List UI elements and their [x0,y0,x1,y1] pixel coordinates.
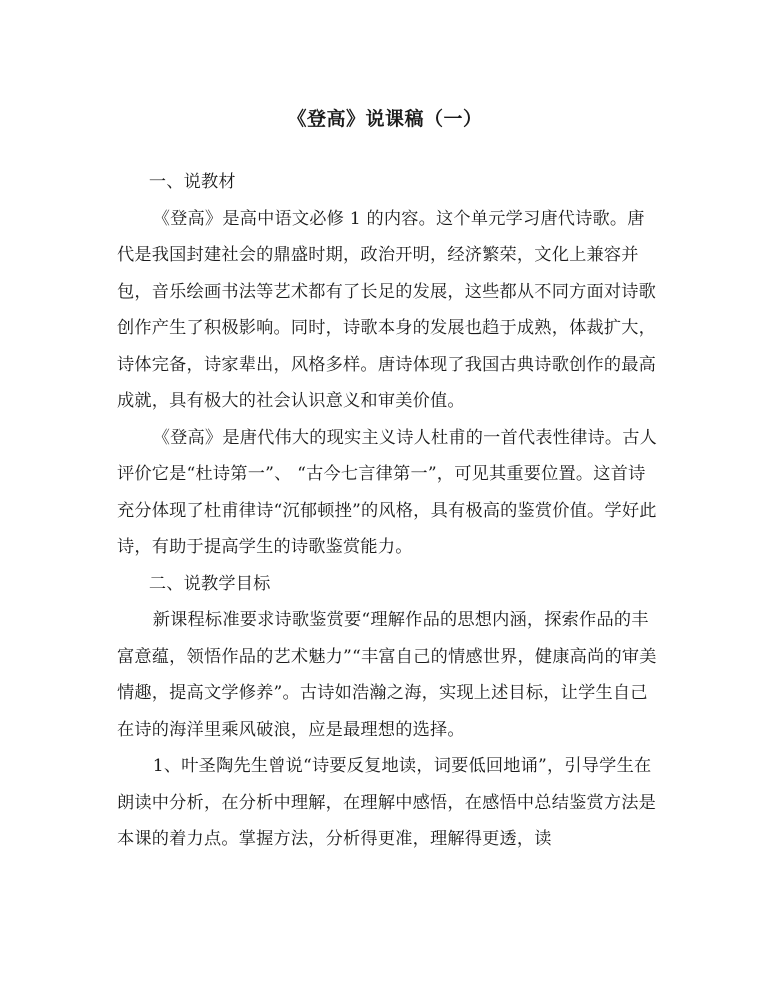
document-title: 《登高》说课稿（一） [287,108,483,130]
paragraph-curriculum-standard: 新课程标准要求诗歌鉴赏要“理解作品的思想内涵，探索作品的丰富意蕴，领悟作品的艺术魅力”“丰富自己的情感世界，健康高尚的审美情趣，提高文学修养”。古诗如浩瀚之海，实现上述目标，让学生自己在诗的海洋里乘风破浪，应是最理想的选择。 [117,610,657,740]
paragraph-poem-significance: 《登高》是唐代伟大的现实主义诗人杜甫的一首代表性律诗。古人评价它是“杜诗第一”、 “古今七言律第一”，可见其重要位置。这首诗充分体现了杜甫律诗“沉郁顿挫”的风格，具有极高的鉴赏价值。学好此诗，有助于提高学生的诗歌鉴赏能力。 [117,427,658,557]
paragraph-goal-1: 1、叶圣陶先生曾说“诗要反复地读，词要低回地诵”，引导学生在朗读中分析，在分析中理解，在理解中感悟，在感悟中总结鉴赏方法是本课的着力点。掌握方法，分析得更准，理解得更透，读 [117,756,657,849]
document-body [117,164,657,858]
section-heading-teaching-goals: 二、说教学目标 [148,573,271,594]
paragraph-textbook-intro: 《登高》是高中语文必修 1 的内容。这个单元学习唐代诗歌。唐代是我国封建社会的鼎盛时期，政治开明，经济繁荣，文化上兼容并包，音乐绘画书法等艺术都有了长足的发展，这些都从不同方面对诗歌创作产生了积极影响。同时，诗歌本身的发展也趋于成熟，体裁扩大，诗体完备，诗家辈出，风格多样。唐诗体现了我国古典诗歌创作的最高成就，具有极大的社会认识意义和审美价值。 [117,208,657,411]
section-heading-textbook: 一、说教材 [148,172,236,192]
